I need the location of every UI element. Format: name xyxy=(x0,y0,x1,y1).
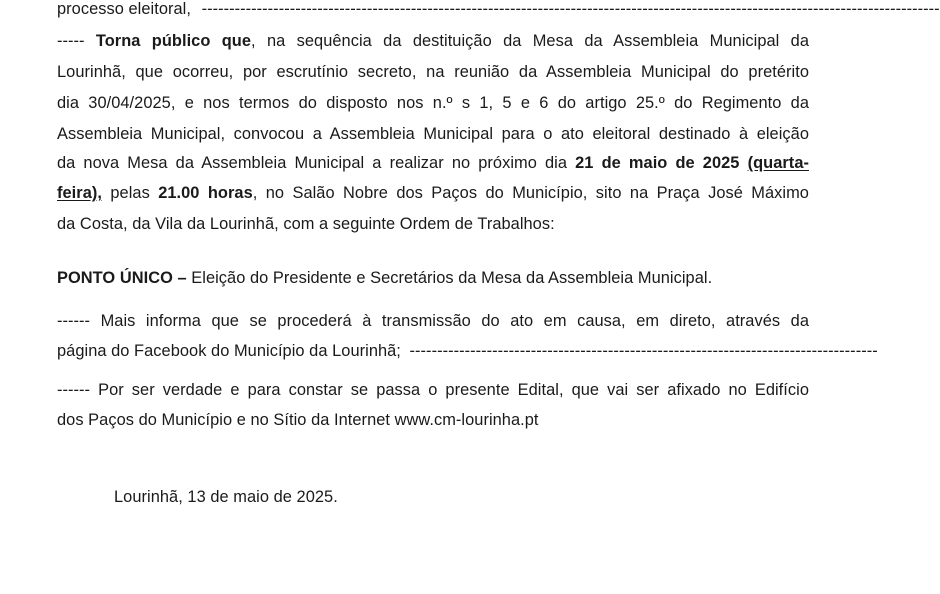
text-signoff: Lourinhã, 13 de maio de 2025. xyxy=(114,488,338,506)
text-line-sitio-internet xyxy=(57,410,809,430)
text-pelas: pelas xyxy=(101,184,159,202)
text-line5: Assembleia Municipal, convocou a Assembleia Municipal para o ato eleitoral destinado à eleição xyxy=(57,125,809,143)
text-line-4 xyxy=(57,93,809,113)
text-line-7 xyxy=(57,183,809,203)
text-processo-eleitoral: processo eleitoral, xyxy=(57,0,191,18)
text-line-torna-publico xyxy=(57,31,809,51)
dash-filler: -------------------------------------------------------------------------------------------------------------------------------------- xyxy=(201,0,940,18)
text-para3-line1: ------ Por ser verdade e para constar se passa o presente Edital, que vai ser afixado no Edifício xyxy=(57,381,809,399)
dash-filler-2: ------------------------------------------------------------------------------------- xyxy=(409,342,878,360)
text-line8: da Costa, da Vila da Lourinhã, com a seguinte Ordem de Trabalhos: xyxy=(57,215,555,233)
text-line6-pre: da nova Mesa da Assembleia Municipal a realizar no próximo dia xyxy=(57,154,576,172)
text-ponto-rest: Eleição do Presidente e Secretários da Mesa da Assembleia Municipal. xyxy=(186,269,713,287)
text-line-ponto-unico xyxy=(57,268,809,288)
text-line-por-ser-verdade xyxy=(57,380,809,400)
text-line-3 xyxy=(57,62,809,82)
text-line-5 xyxy=(57,124,809,144)
text-line3: Lourinhã, que ocorreu, por escrutínio secreto, na reunião da Assembleia Municipal do pretérito xyxy=(57,63,809,81)
signoff-date xyxy=(114,487,338,507)
text-para2-line1: ------ Mais informa que se procederá à transmissão do ato em causa, em direto, através da xyxy=(57,312,809,330)
text-line-processo xyxy=(57,0,940,19)
text-line-8 xyxy=(57,214,809,234)
bold-ponto-unico: PONTO ÚNICO – xyxy=(57,269,187,287)
text-line4: dia 30/04/2025, e nos termos do disposto nos n.º s 1, 5 e 6 do artigo 25.º do Regimento da xyxy=(57,94,809,112)
text-line-facebook xyxy=(57,341,878,361)
underlined-weekday-b: feira), xyxy=(57,184,102,202)
text-line-mais-informa xyxy=(57,311,809,331)
underlined-weekday-a: (quarta- xyxy=(747,154,809,172)
bold-torna-publico: Torna público que xyxy=(95,32,252,50)
text-para3-line2: dos Paços do Município e no Sítio da Internet www.cm-lourinha.pt xyxy=(57,411,539,429)
text-line2-rest: , na sequência da destituição da Mesa da Assembleia Municipal da xyxy=(251,32,810,50)
bold-time: 21.00 horas xyxy=(158,184,253,202)
text-para2-line2: página do Facebook do Município da Lourinhã; xyxy=(57,342,401,360)
text-line-6 xyxy=(57,153,809,173)
text-line7-rest: , no Salão Nobre dos Paços do Município, sito na Praça José Máximo xyxy=(252,184,809,202)
bold-date: 21 de maio de 2025 xyxy=(575,154,740,172)
dash-lead: ----- xyxy=(57,32,85,50)
